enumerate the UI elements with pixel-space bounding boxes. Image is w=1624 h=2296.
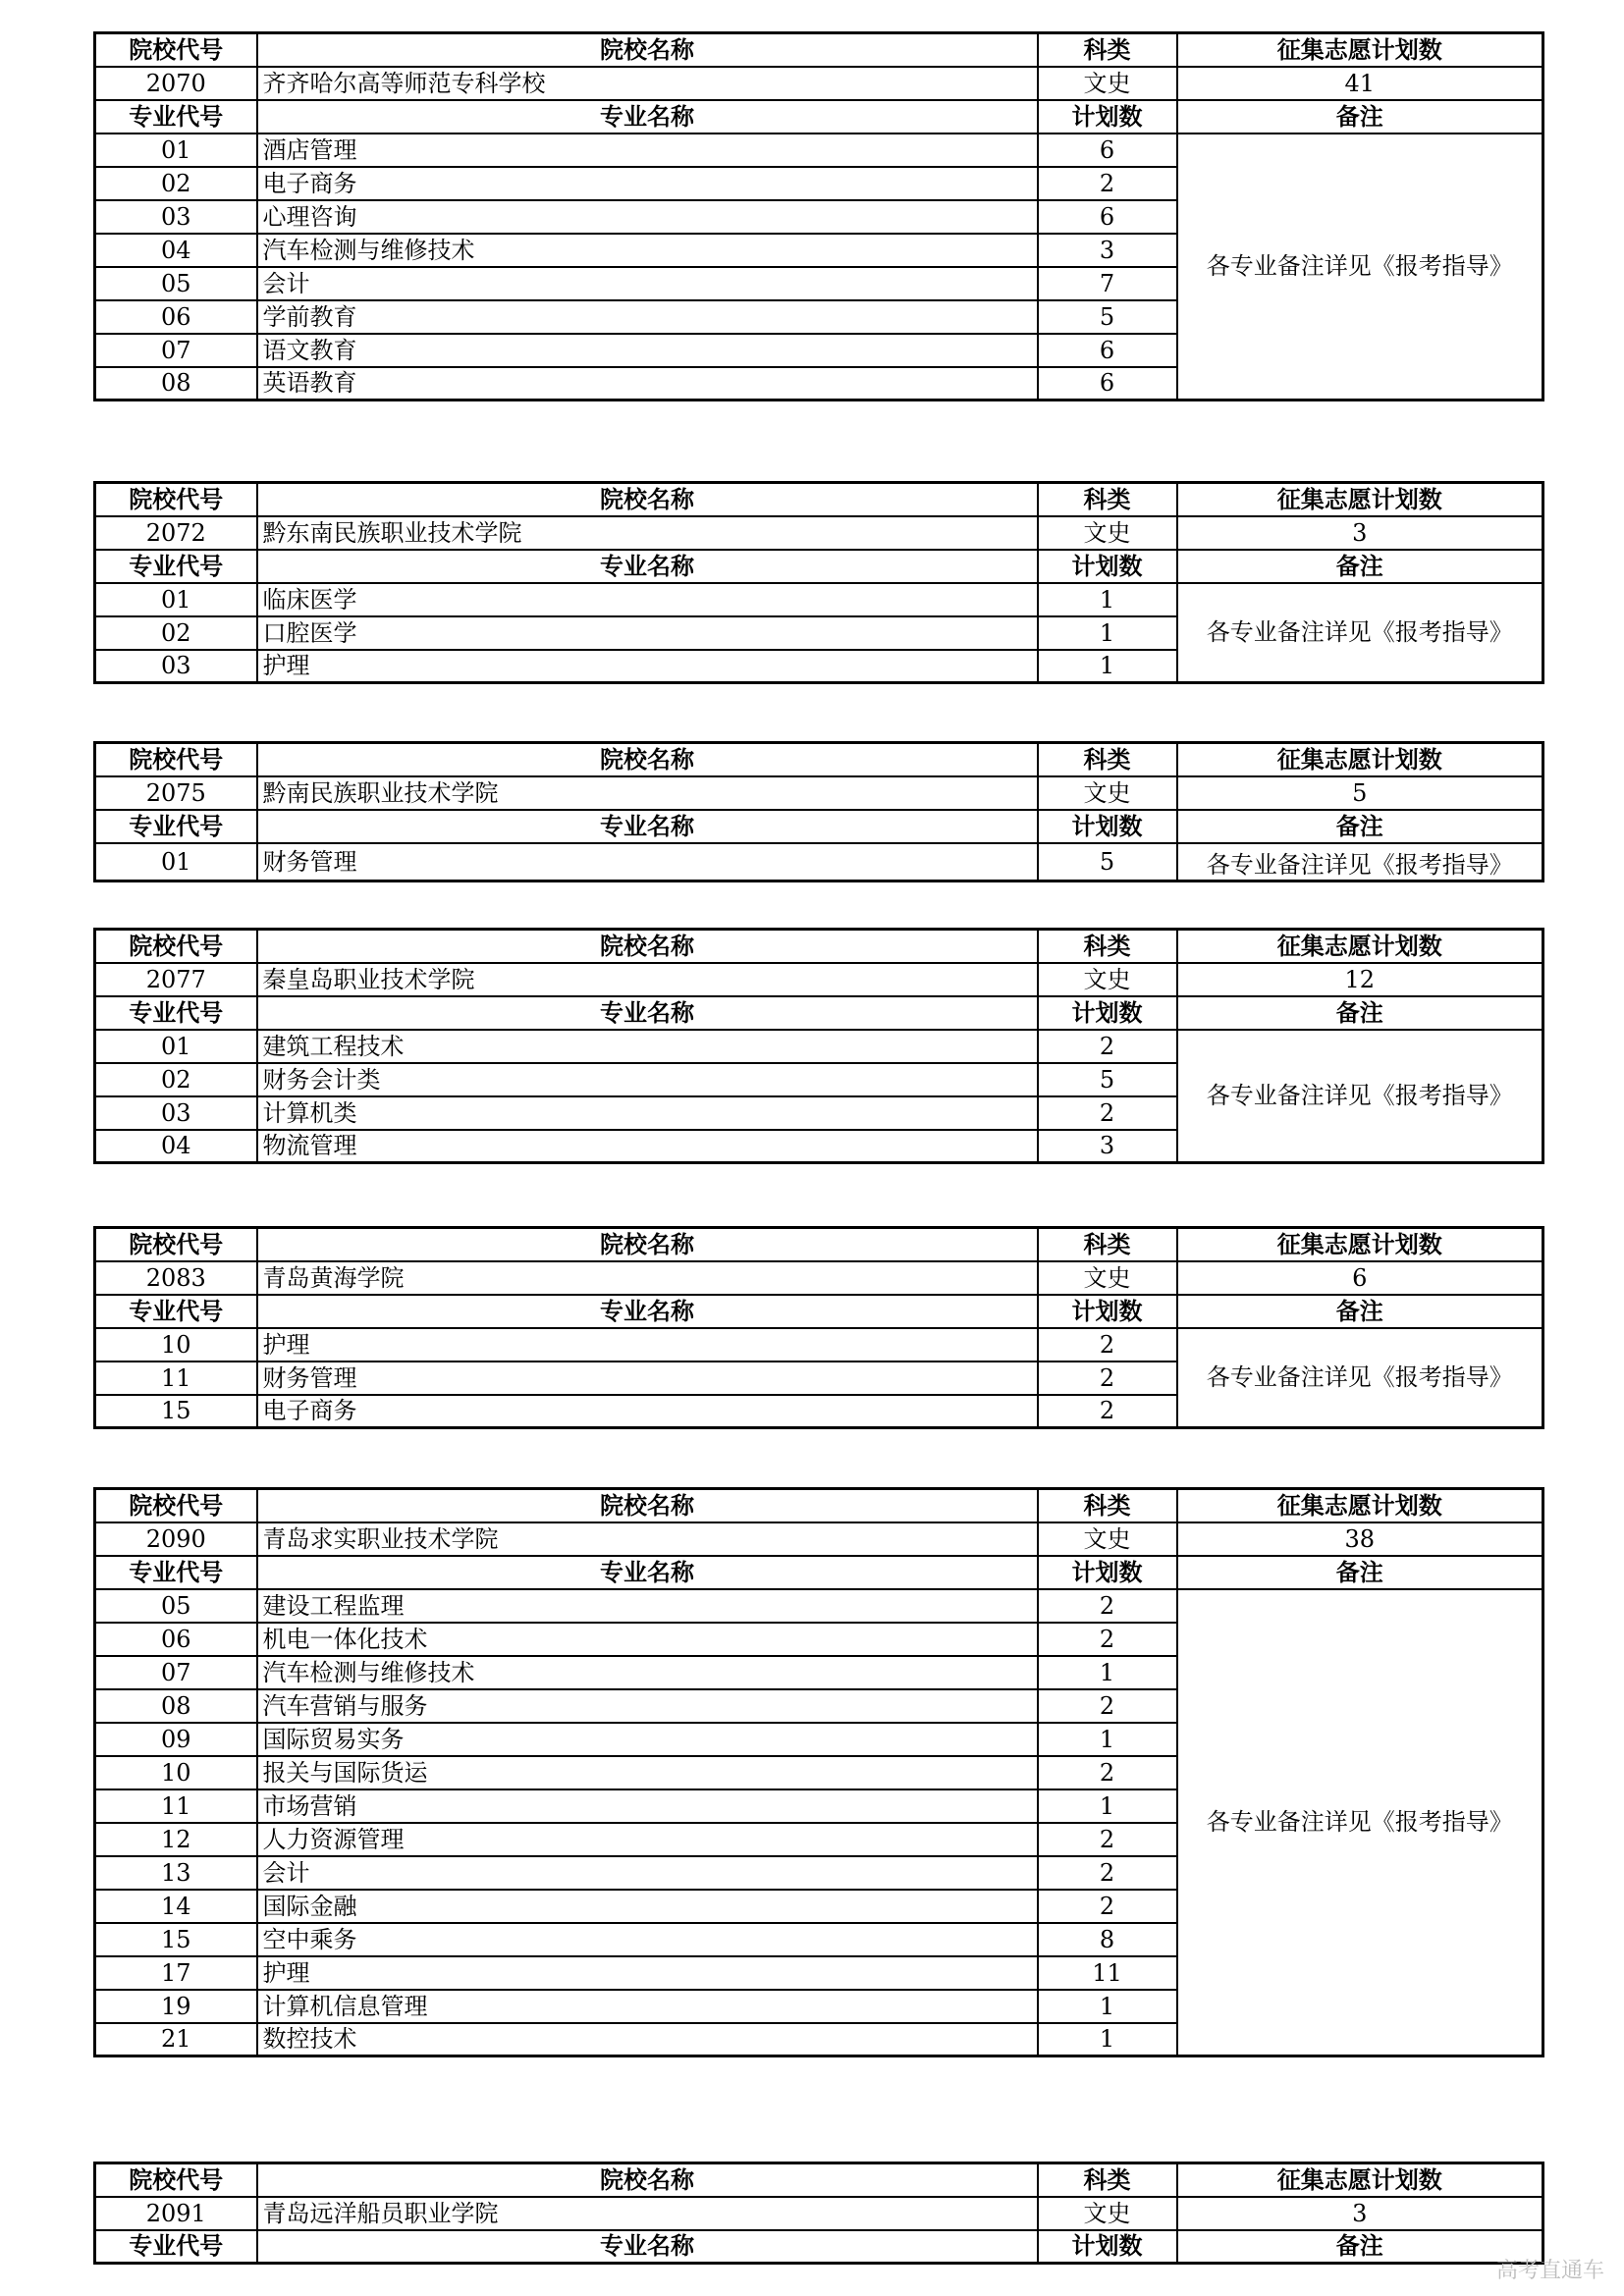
category-header: 科类 — [1038, 1228, 1177, 1261]
school-code: 2077 — [95, 963, 257, 996]
plan-total: 6 — [1177, 1261, 1543, 1295]
plan-count-header: 计划数 — [1038, 1295, 1177, 1328]
major-name: 财务管理 — [257, 843, 1038, 881]
major-name: 电子商务 — [257, 167, 1038, 200]
major-name: 建筑工程技术 — [257, 1030, 1038, 1063]
school-header-row — [95, 1489, 1543, 1522]
school-category: 文史 — [1038, 1522, 1177, 1556]
major-name: 机电一体化技术 — [257, 1623, 1038, 1656]
school-info-row — [95, 1261, 1543, 1295]
school-category: 文史 — [1038, 1261, 1177, 1295]
plan-total-header: 征集志愿计划数 — [1177, 1489, 1543, 1522]
major-code: 01 — [95, 843, 257, 881]
major-plan-count: 3 — [1038, 1130, 1177, 1163]
school-code-header: 院校代号 — [95, 930, 257, 963]
plan-total-header: 征集志愿计划数 — [1177, 743, 1543, 776]
major-plan-count: 1 — [1038, 650, 1177, 683]
plan-total-header: 征集志愿计划数 — [1177, 33, 1543, 67]
category-header: 科类 — [1038, 33, 1177, 67]
major-name: 空中乘务 — [257, 1923, 1038, 1956]
major-code: 05 — [95, 1589, 257, 1623]
school-name-header: 院校名称 — [257, 930, 1038, 963]
major-code-header: 专业代号 — [95, 810, 257, 843]
school-code: 2083 — [95, 1261, 257, 1295]
major-code: 04 — [95, 1130, 257, 1163]
major-row — [95, 1030, 1543, 1063]
major-code: 17 — [95, 1956, 257, 1990]
school-code-header: 院校代号 — [95, 1228, 257, 1261]
major-name: 英语教育 — [257, 367, 1038, 400]
school-category: 文史 — [1038, 67, 1177, 100]
major-header-row — [95, 1295, 1543, 1328]
remark-cell: 各专业备注详见《报考指导》 — [1177, 1030, 1543, 1163]
major-plan-count: 7 — [1038, 267, 1177, 300]
major-name-header: 专业名称 — [257, 1295, 1038, 1328]
category-header: 科类 — [1038, 743, 1177, 776]
school-block — [93, 31, 1544, 401]
watermark: 高考直通车 — [1495, 2259, 1604, 2283]
major-plan-count: 2 — [1038, 1623, 1177, 1656]
major-name: 酒店管理 — [257, 133, 1038, 167]
remark-cell: 各专业备注详见《报考指导》 — [1177, 583, 1543, 683]
major-name: 市场营销 — [257, 1789, 1038, 1823]
major-code-header: 专业代号 — [95, 1556, 257, 1589]
major-code-header: 专业代号 — [95, 550, 257, 583]
school-code: 2090 — [95, 1522, 257, 1556]
school-name: 青岛黄海学院 — [257, 1261, 1038, 1295]
major-name: 人力资源管理 — [257, 1823, 1038, 1856]
major-code: 06 — [95, 300, 257, 334]
school-block — [93, 481, 1544, 684]
major-name: 计算机信息管理 — [257, 1990, 1038, 2023]
school-header-row — [95, 2163, 1543, 2197]
major-name: 会计 — [257, 1856, 1038, 1890]
major-name: 报关与国际货运 — [257, 1756, 1038, 1789]
school-info-row — [95, 963, 1543, 996]
school-code-header: 院校代号 — [95, 483, 257, 516]
major-name-header: 专业名称 — [257, 1556, 1038, 1589]
school-block — [93, 928, 1544, 1164]
remark-cell: 各专业备注详见《报考指导》 — [1177, 133, 1543, 400]
major-code: 15 — [95, 1923, 257, 1956]
major-plan-count: 5 — [1038, 843, 1177, 881]
major-name: 语文教育 — [257, 334, 1038, 367]
major-name-header: 专业名称 — [257, 810, 1038, 843]
major-row — [95, 1589, 1543, 1623]
major-plan-count: 5 — [1038, 300, 1177, 334]
school-code: 2072 — [95, 516, 257, 550]
major-plan-count: 3 — [1038, 234, 1177, 267]
school-name: 黔东南民族职业技术学院 — [257, 516, 1038, 550]
major-code: 06 — [95, 1623, 257, 1656]
major-code: 03 — [95, 650, 257, 683]
remark-header: 备注 — [1177, 100, 1543, 133]
major-header-row — [95, 996, 1543, 1030]
school-name: 秦皇岛职业技术学院 — [257, 963, 1038, 996]
major-header-row — [95, 810, 1543, 843]
school-category: 文史 — [1038, 776, 1177, 810]
major-name: 护理 — [257, 650, 1038, 683]
major-plan-count: 2 — [1038, 1856, 1177, 1890]
plan-total-header: 征集志愿计划数 — [1177, 1228, 1543, 1261]
major-plan-count: 2 — [1038, 1030, 1177, 1063]
school-code: 2091 — [95, 2197, 257, 2230]
plan-total: 41 — [1177, 67, 1543, 100]
major-plan-count: 1 — [1038, 1656, 1177, 1689]
major-plan-count: 2 — [1038, 1890, 1177, 1923]
school-code-header: 院校代号 — [95, 33, 257, 67]
school-name-header: 院校名称 — [257, 2163, 1038, 2197]
school-code-header: 院校代号 — [95, 1489, 257, 1522]
major-plan-count: 2 — [1038, 1096, 1177, 1130]
plan-count-header: 计划数 — [1038, 810, 1177, 843]
school-block — [93, 1487, 1544, 2057]
major-code-header: 专业代号 — [95, 996, 257, 1030]
major-code: 11 — [95, 1789, 257, 1823]
remark-cell: 各专业备注详见《报考指导》 — [1177, 1589, 1543, 2056]
plan-total-header: 征集志愿计划数 — [1177, 483, 1543, 516]
plan-count-header: 计划数 — [1038, 2230, 1177, 2264]
plan-count-header: 计划数 — [1038, 100, 1177, 133]
major-code: 05 — [95, 267, 257, 300]
major-code: 03 — [95, 200, 257, 234]
school-name-header: 院校名称 — [257, 743, 1038, 776]
major-name: 电子商务 — [257, 1395, 1038, 1428]
major-name: 财务会计类 — [257, 1063, 1038, 1096]
category-header: 科类 — [1038, 1489, 1177, 1522]
major-code-header: 专业代号 — [95, 2230, 257, 2264]
major-plan-count: 2 — [1038, 1395, 1177, 1428]
major-name: 汽车检测与维修技术 — [257, 1656, 1038, 1689]
school-header-row — [95, 743, 1543, 776]
major-code: 01 — [95, 583, 257, 616]
major-header-row — [95, 1556, 1543, 1589]
major-name: 护理 — [257, 1956, 1038, 1990]
remark-header: 备注 — [1177, 810, 1543, 843]
school-name-header: 院校名称 — [257, 1489, 1038, 1522]
major-name: 物流管理 — [257, 1130, 1038, 1163]
major-plan-count: 6 — [1038, 133, 1177, 167]
school-name: 黔南民族职业技术学院 — [257, 776, 1038, 810]
school-code: 2070 — [95, 67, 257, 100]
plan-count-header: 计划数 — [1038, 996, 1177, 1030]
major-name: 临床医学 — [257, 583, 1038, 616]
major-name-header: 专业名称 — [257, 996, 1038, 1030]
school-code-header: 院校代号 — [95, 2163, 257, 2197]
major-plan-count: 1 — [1038, 583, 1177, 616]
school-code-header: 院校代号 — [95, 743, 257, 776]
major-code-header: 专业代号 — [95, 100, 257, 133]
plan-total: 3 — [1177, 516, 1543, 550]
major-code: 08 — [95, 367, 257, 400]
school-category: 文史 — [1038, 963, 1177, 996]
category-header: 科类 — [1038, 930, 1177, 963]
plan-total-header: 征集志愿计划数 — [1177, 930, 1543, 963]
major-plan-count: 6 — [1038, 200, 1177, 234]
major-code: 15 — [95, 1395, 257, 1428]
category-header: 科类 — [1038, 483, 1177, 516]
remark-header: 备注 — [1177, 1295, 1543, 1328]
major-code: 08 — [95, 1689, 257, 1723]
plan-total: 38 — [1177, 1522, 1543, 1556]
major-plan-count: 2 — [1038, 1328, 1177, 1362]
major-code: 07 — [95, 334, 257, 367]
remark-cell: 各专业备注详见《报考指导》 — [1177, 1328, 1543, 1428]
plan-total-header: 征集志愿计划数 — [1177, 2163, 1543, 2197]
major-plan-count: 1 — [1038, 1990, 1177, 2023]
school-name-header: 院校名称 — [257, 33, 1038, 67]
school-name: 青岛远洋船员职业学院 — [257, 2197, 1038, 2230]
major-name: 口腔医学 — [257, 616, 1038, 650]
major-code: 02 — [95, 167, 257, 200]
major-code: 02 — [95, 1063, 257, 1096]
major-plan-count: 1 — [1038, 2023, 1177, 2056]
major-code: 10 — [95, 1328, 257, 1362]
school-info-row — [95, 776, 1543, 810]
school-category: 文史 — [1038, 516, 1177, 550]
major-name: 学前教育 — [257, 300, 1038, 334]
school-category: 文史 — [1038, 2197, 1177, 2230]
major-name: 国际贸易实务 — [257, 1723, 1038, 1756]
school-code: 2075 — [95, 776, 257, 810]
major-code: 03 — [95, 1096, 257, 1130]
plan-count-header: 计划数 — [1038, 1556, 1177, 1589]
major-plan-count: 11 — [1038, 1956, 1177, 1990]
school-info-row — [95, 67, 1543, 100]
major-plan-count: 2 — [1038, 1589, 1177, 1623]
school-block — [93, 2162, 1544, 2265]
major-plan-count: 2 — [1038, 1689, 1177, 1723]
major-plan-count: 8 — [1038, 1923, 1177, 1956]
major-plan-count: 2 — [1038, 1756, 1177, 1789]
major-row — [95, 583, 1543, 616]
major-row — [95, 1328, 1543, 1362]
school-block — [93, 1226, 1544, 1429]
major-code-header: 专业代号 — [95, 1295, 257, 1328]
remark-header: 备注 — [1177, 1556, 1543, 1589]
major-name: 护理 — [257, 1328, 1038, 1362]
major-name: 汽车检测与维修技术 — [257, 234, 1038, 267]
major-plan-count: 2 — [1038, 1362, 1177, 1395]
plan-total: 3 — [1177, 2197, 1543, 2230]
major-name: 财务管理 — [257, 1362, 1038, 1395]
plan-total: 12 — [1177, 963, 1543, 996]
category-header: 科类 — [1038, 2163, 1177, 2197]
major-name: 心理咨询 — [257, 200, 1038, 234]
major-header-row — [95, 2230, 1543, 2264]
major-name: 计算机类 — [257, 1096, 1038, 1130]
major-name-header: 专业名称 — [257, 550, 1038, 583]
school-name: 齐齐哈尔高等师范专科学校 — [257, 67, 1038, 100]
school-header-row — [95, 33, 1543, 67]
major-row — [95, 843, 1543, 881]
school-info-row — [95, 2197, 1543, 2230]
major-code: 13 — [95, 1856, 257, 1890]
major-name: 数控技术 — [257, 2023, 1038, 2056]
major-plan-count: 1 — [1038, 1789, 1177, 1823]
major-plan-count: 1 — [1038, 1723, 1177, 1756]
major-plan-count: 6 — [1038, 334, 1177, 367]
school-info-row — [95, 1522, 1543, 1556]
plan-count-header: 计划数 — [1038, 550, 1177, 583]
major-code: 04 — [95, 234, 257, 267]
major-code: 02 — [95, 616, 257, 650]
school-name: 青岛求实职业技术学院 — [257, 1522, 1038, 1556]
major-name: 国际金融 — [257, 1890, 1038, 1923]
school-header-row — [95, 930, 1543, 963]
major-name: 会计 — [257, 267, 1038, 300]
school-name-header: 院校名称 — [257, 483, 1038, 516]
school-block — [93, 741, 1544, 882]
major-code: 19 — [95, 1990, 257, 2023]
major-plan-count: 5 — [1038, 1063, 1177, 1096]
school-info-row — [95, 516, 1543, 550]
school-header-row — [95, 1228, 1543, 1261]
major-code: 10 — [95, 1756, 257, 1789]
major-header-row — [95, 550, 1543, 583]
major-name-header: 专业名称 — [257, 100, 1038, 133]
remark-header: 备注 — [1177, 996, 1543, 1030]
major-header-row — [95, 100, 1543, 133]
remark-header: 备注 — [1177, 2230, 1543, 2264]
major-code: 21 — [95, 2023, 257, 2056]
major-code: 12 — [95, 1823, 257, 1856]
major-code: 01 — [95, 133, 257, 167]
major-name-header: 专业名称 — [257, 2230, 1038, 2264]
major-row — [95, 133, 1543, 167]
major-plan-count: 2 — [1038, 167, 1177, 200]
major-plan-count: 1 — [1038, 616, 1177, 650]
remark-cell: 各专业备注详见《报考指导》 — [1177, 843, 1543, 881]
plan-total: 5 — [1177, 776, 1543, 810]
major-plan-count: 6 — [1038, 367, 1177, 400]
major-code: 01 — [95, 1030, 257, 1063]
remark-header: 备注 — [1177, 550, 1543, 583]
major-code: 07 — [95, 1656, 257, 1689]
school-header-row — [95, 483, 1543, 516]
major-code: 11 — [95, 1362, 257, 1395]
school-name-header: 院校名称 — [257, 1228, 1038, 1261]
major-code: 09 — [95, 1723, 257, 1756]
major-name: 建设工程监理 — [257, 1589, 1038, 1623]
major-plan-count: 2 — [1038, 1823, 1177, 1856]
major-code: 14 — [95, 1890, 257, 1923]
major-name: 汽车营销与服务 — [257, 1689, 1038, 1723]
